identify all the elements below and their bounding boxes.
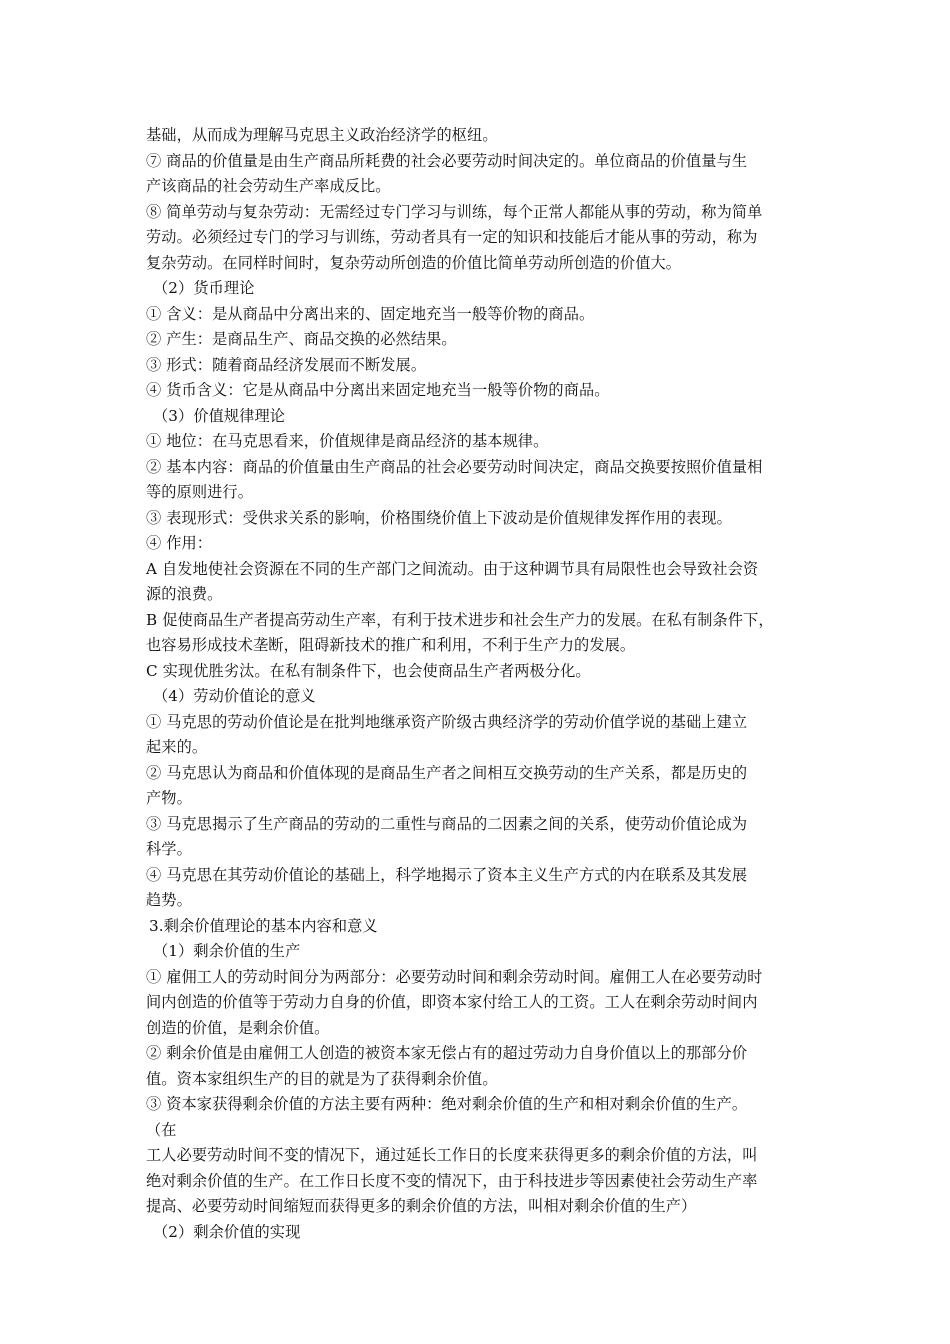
paragraph-line: 起来的。 (146, 738, 208, 756)
paragraph-line: ③ 形式：随着商品经济发展而不断发展。 (146, 355, 427, 374)
section-heading: （4）劳动价值论的意义 (153, 687, 316, 705)
paragraph-line: 基础，从而成为理解马克思主义政治经济学的枢纽。 (146, 126, 498, 144)
paragraph-line: A 自发地使社会资源在不同的生产部门之间流动。由于这种调节具有局限性也会导致社会资 (146, 559, 759, 578)
paragraph-line: ⑦ 商品的价值量是由生产商品所耗费的社会必要劳动时间决定的。单位商品的价值量与生 (146, 151, 748, 170)
paragraph-line: 提高、必要劳动时间缩短而获得更多的剩余价值的方法，叫相对剩余价值的生产） (146, 1197, 697, 1215)
paragraph-line: ② 产生：是商品生产、商品交换的必然结果。 (146, 330, 457, 348)
paragraph-line: 劳动。必须经过专门的学习与训练，劳动者具有一定的知识和技能后才能从事的劳动，称为 (146, 228, 758, 246)
paragraph-line: ① 含义：是从商品中分离出来的、固定地充当一般等价物的商品。 (146, 304, 595, 323)
paragraph-line: 产物。 (146, 789, 192, 807)
paragraph-line: C 实现优胜劣汰。在私有制条件下，也会使商品生产者两极分化。 (146, 661, 591, 680)
paragraph-line: 也容易形成技术垄断，阻碍新技术的推广和利用，不利于生产力的发展。 (146, 636, 636, 654)
paragraph-line: 绝对剩余价值的生产。在工作日长度不变的情况下，由于科技进步等因素使社会劳动生产率 (146, 1171, 758, 1190)
section-heading: （1）剩余价值的生产 (153, 942, 301, 960)
paragraph-line: ② 基本内容：商品的价值量由生产商品的社会必要劳动时间决定，商品交换要按照价值量相 (146, 457, 763, 476)
paragraph-line: ④ 作用： (146, 534, 213, 552)
paragraph-line: 科学。 (146, 840, 192, 858)
paragraph-line: 源的浪费。 (146, 585, 223, 603)
paragraph-line: ③ 表现形式：受供求关系的影响，价格围绕价值上下波动是价值规律发挥作用的表现。 (146, 508, 732, 527)
paragraph-line: 趋势。 (146, 891, 192, 909)
paragraph-line: ① 雇佣工人的劳动时间分为两部分：必要劳动时间和剩余劳动时间。雇佣工人在必要劳动时 (146, 967, 763, 986)
section-heading: （2）剩余价值的实现 (153, 1222, 301, 1241)
paragraph-line: 复杂劳动。在同样时间时，复杂劳动所创造的价值比简单劳动所创造的价值大。 (146, 253, 682, 272)
paragraph-line: 值。资本家组织生产的目的就是为了获得剩余价值。 (146, 1069, 498, 1088)
paragraph-line: ⑧ 简单劳动与复杂劳动：无需经过专门学习与训练，每个正常人都能从事的劳动，称为简单 (146, 202, 763, 221)
paragraph-line: ① 地位：在马克思看来，价值规律是商品经济的基本规律。 (146, 432, 549, 450)
paragraph-line: ④ 马克思在其劳动价值论的基础上，科学地揭示了资本主义生产方式的内在联系及其发展 (146, 865, 748, 884)
paragraph-line: ④ 货币含义：它是从商品中分离出来固定地充当一般等价物的商品。 (146, 381, 610, 399)
paragraph-line: 产该商品的社会劳动生产率成反比。 (146, 177, 391, 195)
paragraph-line: （在 (146, 1120, 177, 1139)
paragraph-line: ② 马克思认为商品和价值体现的是商品生产者之间相互交换劳动的生产关系，都是历史的 (146, 763, 748, 782)
paragraph-line: ② 剩余价值是由雇佣工人创造的被资本家无偿占有的超过劳动力自身价值以上的那部分价 (146, 1044, 748, 1062)
paragraph-line: 等的原则进行。 (146, 483, 254, 501)
document-body (146, 123, 818, 1245)
paragraph-line: ③ 资本家获得剩余价值的方法主要有两种：绝对剩余价值的生产和相对剩余价值的生产。 (146, 1095, 748, 1113)
paragraph-line: ① 马克思的劳动价值论是在批判地继承资产阶级古典经济学的劳动价值学说的基础上建立 (146, 712, 748, 731)
paragraph-line: 工人必要劳动时间不变的情况下，通过延长工作日的长度来获得更多的剩余价值的方法，叫 (146, 1146, 758, 1164)
section-heading: （3）价值规律理论 (153, 406, 286, 425)
chapter-heading: 3.剩余价值理论的基本内容和意义 (149, 916, 378, 935)
paragraph-line: 创造的价值，是剩余价值。 (146, 1018, 330, 1037)
paragraph-line: 间内创造的价值等于劳动力自身的价值，即资本家付给工人的工资。工人在剩余劳动时间内 (146, 993, 758, 1011)
section-heading: （2）货币理论 (153, 279, 255, 297)
paragraph-line: B 促使商品生产者提高劳动生产率，有利于技术进步和社会生产力的发展。在私有制条件下， (146, 610, 774, 629)
paragraph-line: ③ 马克思揭示了生产商品的劳动的二重性与商品的二因素之间的关系，使劳动价值论成为 (146, 814, 748, 833)
